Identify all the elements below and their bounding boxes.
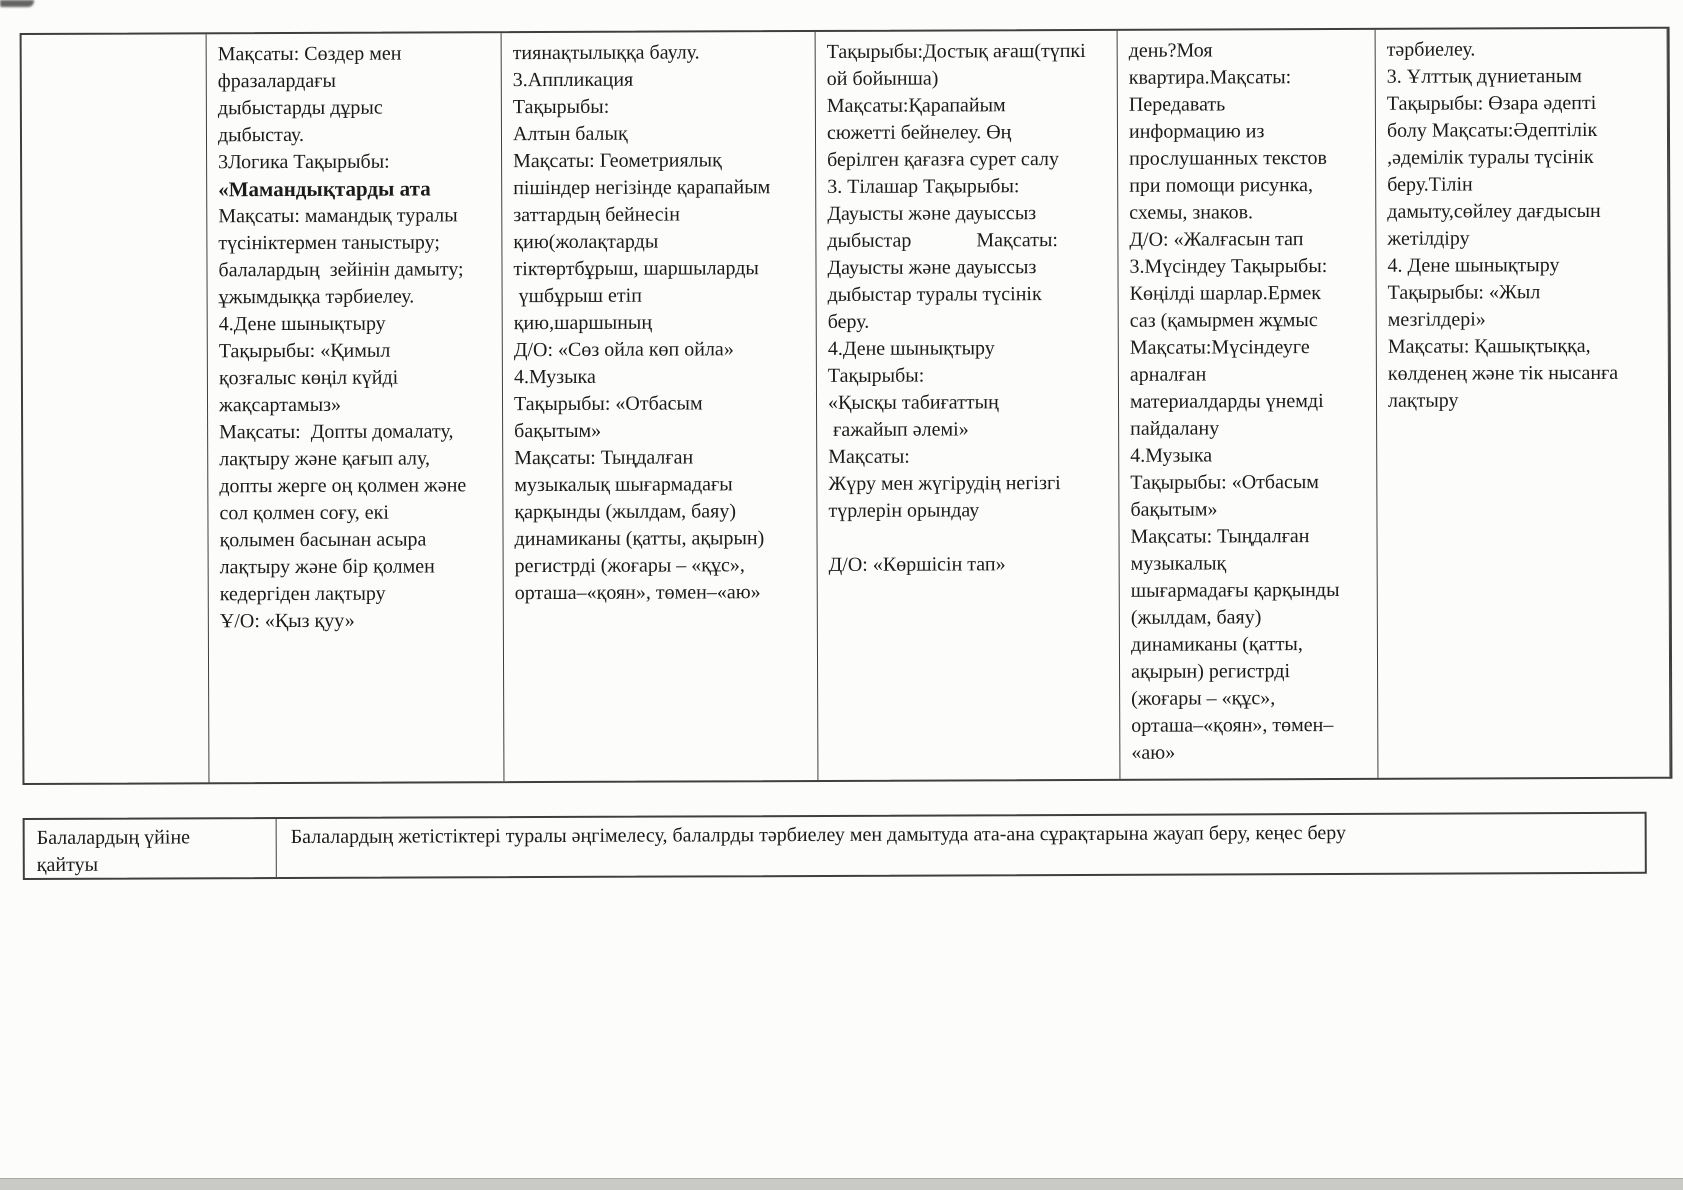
text-line: 4.Дене шынықтыру (218, 312, 386, 336)
text-line: Передавать (1128, 93, 1226, 116)
text-line: Тақырыбы: «Жыл (1387, 281, 1541, 304)
text-line: Мақсаты: Қашықтыққа, (1387, 335, 1591, 358)
text-line: жетілдіру (1387, 227, 1470, 250)
text-line: музыкалық (1130, 552, 1227, 575)
text-line: 3. Тілашар Тақырыбы: (827, 175, 1020, 198)
text-line: Д/О: «Сөз ойла көп ойла» (513, 338, 734, 362)
text-line: қайтуы (36, 853, 99, 876)
text-line: дыбыстар туралы түсінік (827, 283, 1042, 306)
text-line: Д/О: «Көршісін тап» (828, 553, 1006, 576)
text-line: ұжымдыққа тәрбиелеу. (218, 285, 415, 309)
text-line: ғажайып әлемі» (828, 418, 969, 441)
text-line: Мақсаты: Тыңдалған (1130, 525, 1310, 548)
children-home-return-content: Балалардың жетістіктері туралы әңгімелесу, балалрды тәрбиелеу мен дамытуда ата-ана сұрақтарына жауап беру, кеңес беру (290, 821, 1347, 849)
text-line: қию,шаршының (513, 311, 653, 335)
table-cell-day-1 (207, 33, 505, 782)
text-line: Жүру мен жүгірудің негізгі (828, 472, 1061, 495)
text-line: мезгілдері» (1387, 308, 1486, 331)
text-line: балалардың зейінін дамыту; (218, 258, 464, 282)
scan-artifact-smudge (0, 0, 34, 7)
text-line: динамиканы (қатты, ақырын) (514, 527, 765, 551)
text-line: 3. Ұлттық дүниетаным (1386, 65, 1582, 88)
text-line: көлденең және тік нысанға (1387, 361, 1619, 385)
text-line: Мақсаты:Қарапайым (826, 94, 1006, 117)
text-line: Тақырыбы: «Қимыл (218, 339, 391, 363)
text-line: Мақсаты: Тыңдалған (514, 446, 694, 470)
text-line: Мақсаты: Допты домалату, (219, 420, 454, 444)
text-line: ,әдемілік туралы түсінік (1387, 145, 1594, 169)
text-line: Тақырыбы: (512, 95, 610, 119)
text-line: түсініктермен таныстыру; (218, 231, 440, 255)
text-line: Алтын балық (512, 122, 628, 146)
text-line: дыбыстау. (217, 123, 304, 147)
text-line: регистрді (жоғары – «құс», (514, 554, 745, 578)
text-line: лақтыру (1387, 389, 1459, 412)
text-line: шығармадағы қарқынды (1130, 578, 1340, 602)
text-line: Дауысты және дауыссыз (827, 202, 1037, 225)
text-line: при помощи рисунка, (1129, 174, 1314, 197)
text-line: заттардың бейнесін (513, 203, 680, 227)
text-line: лақтыру және қағып алу, (219, 447, 431, 471)
text-line: Мақсаты:Мүсіндеуге (1129, 336, 1310, 359)
text-line: ой бойынша) (826, 67, 939, 90)
text-line: қозғалыс көңіл күйді (218, 366, 399, 390)
children-home-return-table (23, 812, 1647, 880)
text-line: допты жерге оң қолмен және (219, 474, 467, 498)
text-line: музыкалық шығармадағы (514, 473, 733, 497)
text-line: 3.Аппликация (512, 68, 634, 92)
text-line: берілген қағазға сурет салу (827, 148, 1060, 171)
text-line: динамиканы (қатты, (1130, 633, 1303, 656)
text-line: Мақсаты: Сөздер мен (217, 42, 402, 66)
text-line: Тақырыбы: (827, 364, 925, 387)
text-line: фразалардағы (217, 69, 336, 93)
text-line: орташа–«қоян», төмен– (1131, 713, 1334, 737)
table-cell-day-3 (816, 31, 1121, 780)
text-line: Тақырыбы: Өзара әдепті (1386, 91, 1597, 115)
text-line: беру.Тілін (1387, 173, 1473, 196)
text-line: дыбыстарды дұрыс (217, 96, 383, 120)
text-line: схемы, знаков. (1129, 201, 1254, 224)
text-line: Дауысты және дауыссыз (827, 256, 1037, 279)
text-line: қолымен басынан асыра (219, 528, 427, 552)
weekly-plan-table (20, 27, 1673, 785)
text-line: Тақырыбы: «Отбасым (513, 392, 703, 416)
text-line: Балалардың үйіне (36, 826, 191, 849)
text-line: қию(жолақтарды (513, 230, 659, 254)
text-line: қарқынды (жылдам, баяу) (514, 500, 737, 524)
table-cell-day-4 (1118, 30, 1379, 779)
text-line: квартира.Мақсаты: (1128, 66, 1292, 89)
text-line: «Қысқы табиғаттың (827, 391, 999, 414)
table-cell-day-2 (502, 32, 819, 781)
text-line: дыбыстар Мақсаты: (827, 229, 1058, 252)
row-label-children-home-return (25, 819, 277, 878)
text-line: пішіндер негізінде қарапайым (513, 176, 771, 200)
text-line: жақсартамыз» (218, 393, 342, 417)
text-line: Мақсаты: Геометриялық (513, 149, 722, 173)
text-line: орташа–«қоян», төмен–«аю» (514, 581, 761, 605)
text-line: тиянақтылыққа баулу. (512, 41, 700, 65)
text-line: Көңілді шарлар.Ермек (1129, 282, 1322, 305)
text-line: саз (қамырмен жұмыс (1129, 309, 1318, 332)
text-line: Тақырыбы: «Отбасым (1130, 471, 1319, 494)
text-line: кедергіден лақтыру (219, 582, 386, 606)
text-line: пайдалану (1130, 417, 1220, 440)
text-line: Мақсаты: мамандық туралы (218, 204, 458, 228)
text-line (828, 524, 1110, 552)
text-line: «аю» (1131, 741, 1176, 764)
text-line: Д/О: «Жалғасын тап (1129, 228, 1304, 251)
text-line: арналған (1129, 363, 1207, 386)
text-line: сюжетті бейнелеу. Өң (826, 121, 1012, 144)
text-line: (жоғары – «құс», (1131, 687, 1276, 710)
scanner-edge-strip (0, 1178, 1683, 1190)
text-line: 4. Дене шынықтыру (1387, 254, 1560, 277)
text-line: сол қолмен соғу, екі (219, 501, 389, 525)
text-line: день?Моя (1128, 39, 1213, 62)
table-cell-day-5 (1376, 29, 1671, 778)
text-line: 4.Музыка (1130, 444, 1213, 467)
text-line: «Мамандықтарды ата (218, 176, 431, 202)
text-line: бақытым» (1130, 498, 1218, 521)
text-line: 4.Музыка (513, 365, 596, 389)
text-line: дамыту,сөйлеу дағдысын (1387, 199, 1601, 223)
text-line: болу Мақсаты:Әдептілік (1386, 118, 1598, 142)
text-line: тіктөртбұрыш, шаршыларды (513, 257, 759, 281)
text-line: 4.Дене шынықтыру (827, 337, 995, 360)
table-cell-row-label-empty (22, 34, 210, 783)
text-line: Тақырыбы:Достық ағаш(түпкі (826, 39, 1086, 63)
text-line: ақырын) регистрді (1131, 660, 1291, 683)
text-line: лақтыру және бір қолмен (219, 555, 435, 579)
text-line: үшбұрыш етіп (513, 284, 642, 308)
text-line: тәрбиелеу. (1386, 38, 1476, 61)
text-line: информацию из (1128, 120, 1265, 143)
text-line: беру. (827, 310, 870, 333)
text-line: (жылдам, баяу) (1130, 606, 1262, 629)
text-line: 3.Мүсіндеу Тақырыбы: (1129, 255, 1328, 278)
text-line: материалдарды үнемді (1129, 390, 1324, 413)
text-line: прослушанных текстов (1129, 147, 1327, 170)
text-line: Мақсаты: (828, 445, 910, 468)
text-line: түрлерін орындау (828, 499, 980, 522)
text-line: 3Логика Тақырыбы: (218, 150, 390, 174)
text-line: бақытым» (514, 419, 602, 443)
text-line: Ұ/О: «Қыз қуу» (219, 609, 355, 633)
